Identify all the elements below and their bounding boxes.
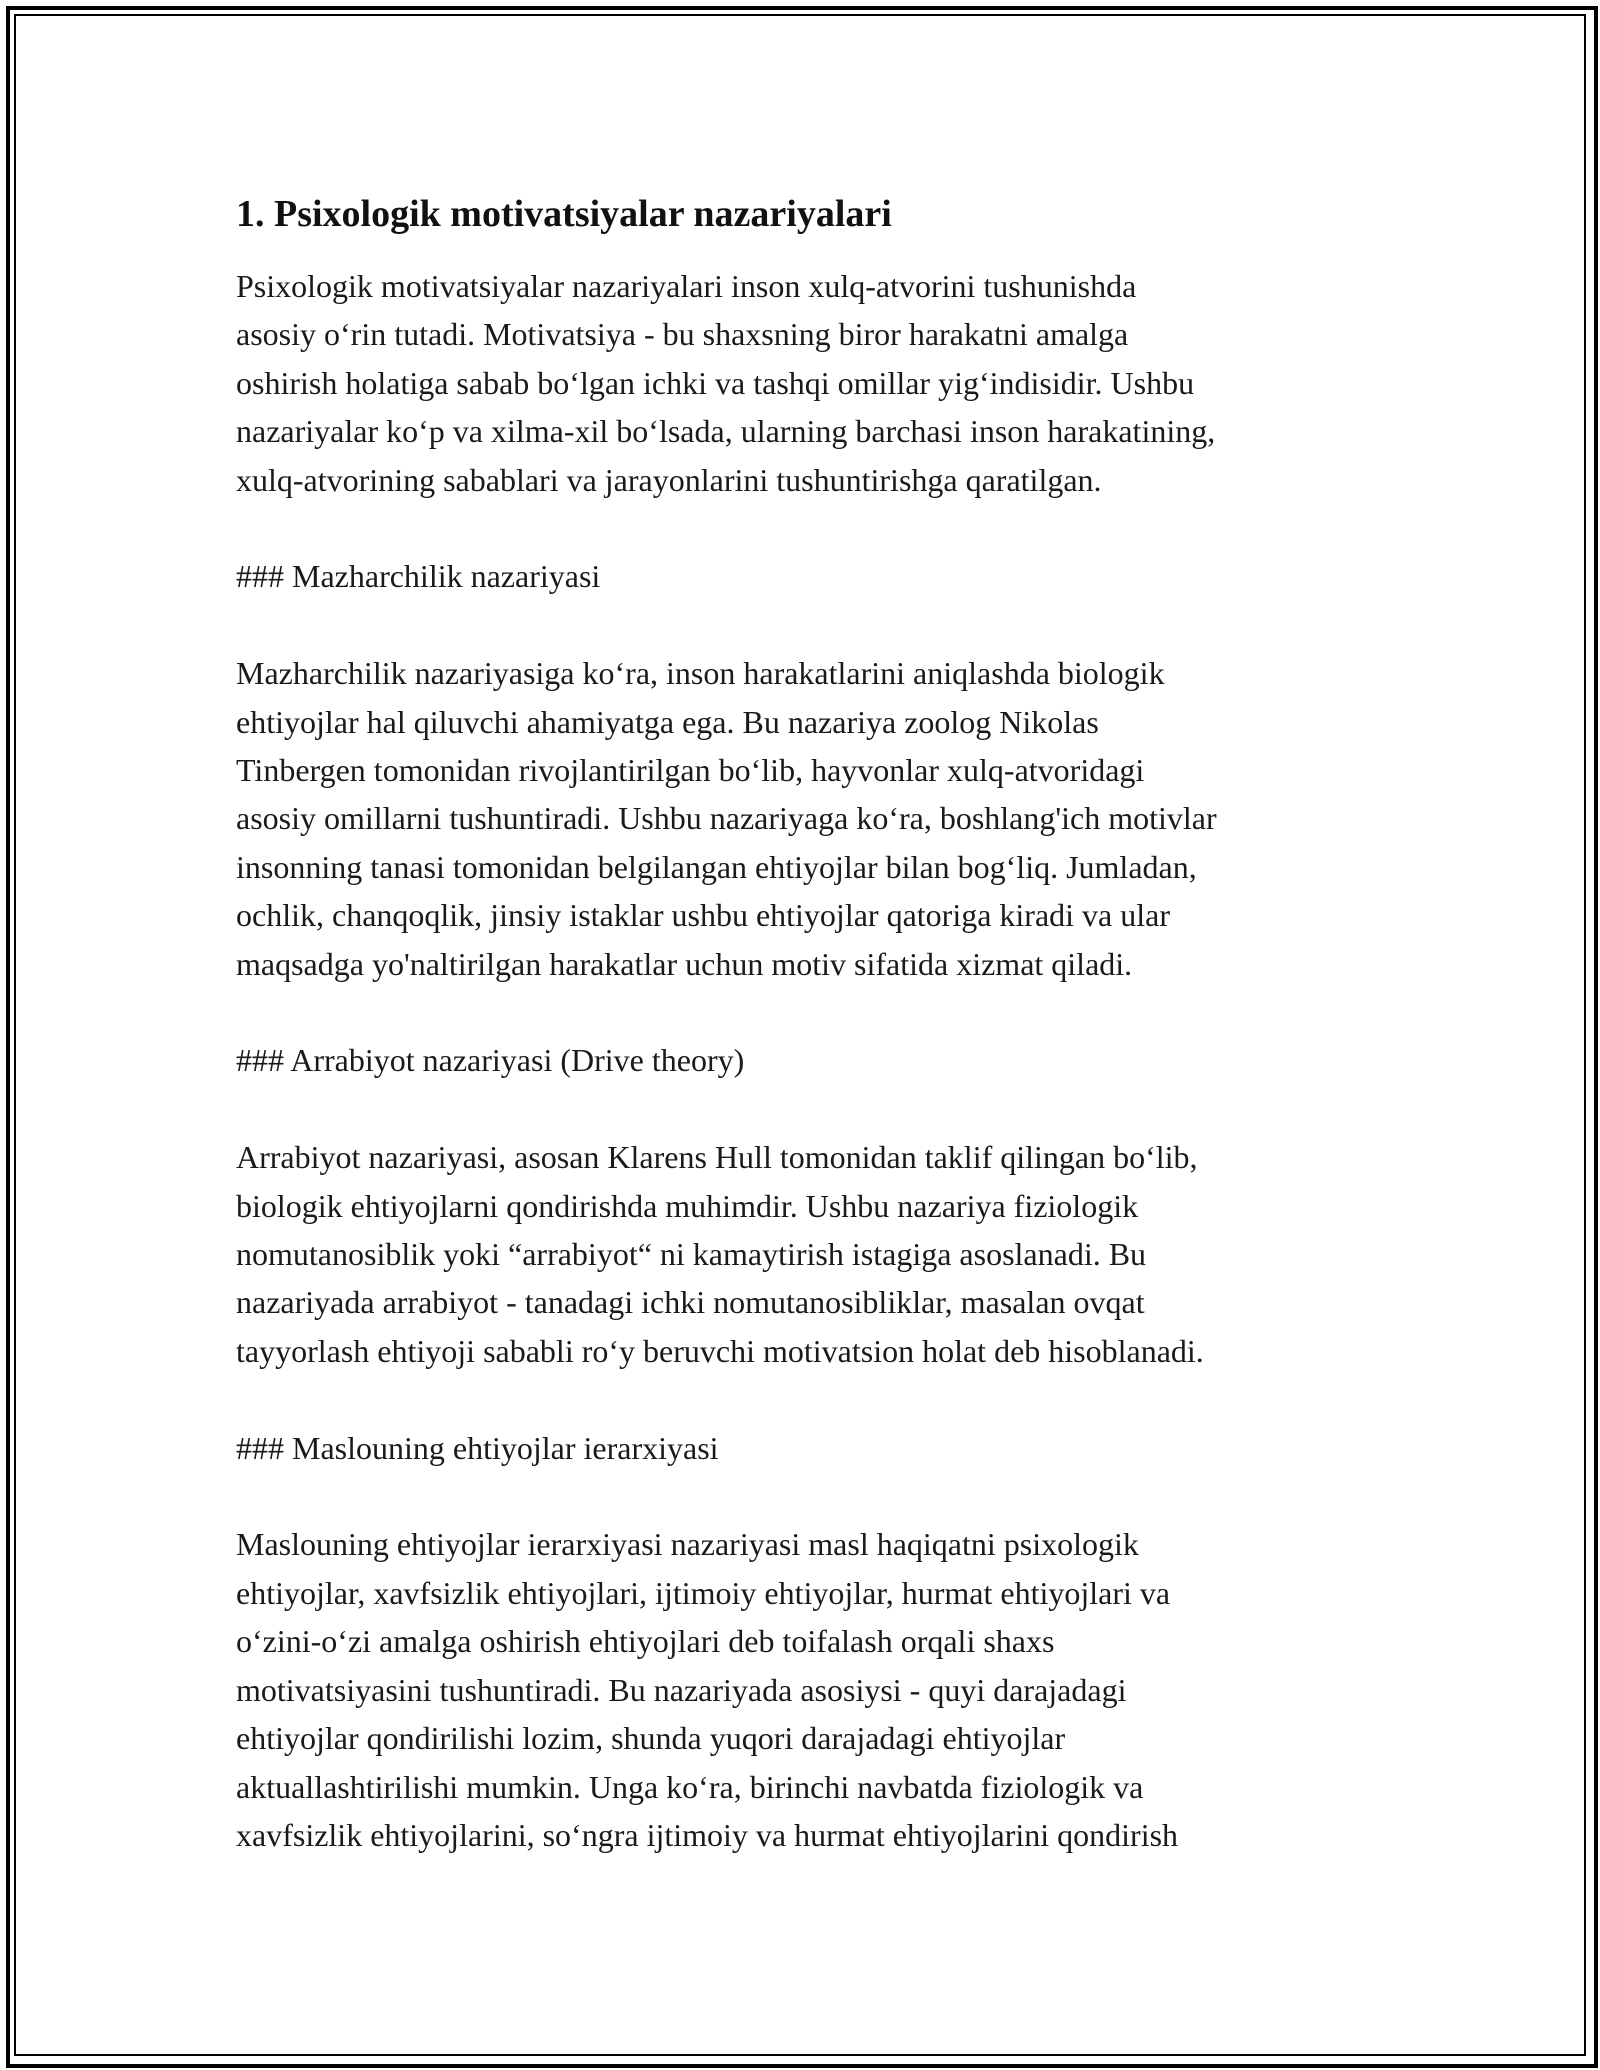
document-title: 1. Psixologik motivatsiyalar nazariyalari xyxy=(236,193,892,235)
spacer xyxy=(236,1472,1366,1520)
intro-paragraph xyxy=(236,262,1366,504)
intro-line: Psixologik motivatsiyalar nazariyalari inson xulq-atvorini tushunishda xyxy=(236,268,1137,304)
paragraph-line: nomutanosiblik yoki “arrabiyot“ ni kamaytirish istagiga asoslanadi. Bu xyxy=(236,1236,1147,1273)
spacer xyxy=(236,504,1366,552)
spacer xyxy=(236,988,1366,1036)
paragraph-line: aktuallashtirilishi mumkin. Unga ko‘ra, birinchi navbatda fiziologik va xyxy=(236,1768,1144,1805)
intro-line: xulq-atvorining sabablari va jarayonlarini tushuntirishga qaratilgan. xyxy=(236,461,1102,498)
section-paragraph-maslou xyxy=(236,1520,1366,1859)
paragraph-line: xavfsizlik ehtiyojlarini, so‘ngra ijtimoiy va hurmat ehtiyojlarini qondirish xyxy=(236,1816,1179,1853)
intro-line: oshirish holatiga sabab bo‘lgan ichki va tashqi omillar yig‘indisidir. Ushbu xyxy=(236,364,1195,401)
spacer xyxy=(236,1085,1366,1133)
paragraph-line: Arrabiyot nazariyasi, asosan Klarens Hull tomonidan taklif qilingan bo‘lib, xyxy=(236,1139,1198,1176)
paragraph-line: maqsadga yo'naltirilgan harakatlar uchun motiv sifatida xizmat qiladi. xyxy=(236,945,1133,982)
section-heading-mazharchilik: ### Mazharchilik nazariyasi xyxy=(236,558,601,595)
section-heading-maslou: ### Maslouning ehtiyojlar ierarxiyasi xyxy=(236,1429,719,1466)
paragraph-line: insonning tanasi tomonidan belgilangan ehtiyojlar bilan bog‘liq. Jumladan, xyxy=(236,848,1197,885)
paragraph-line: ehtiyojlar hal qiluvchi ahamiyatga ega. Bu nazariya zoolog Nikolas xyxy=(236,703,1099,740)
paragraph-line: Mazharchilik nazariyasiga ko‘ra, inson harakatlarini aniqlashda biologik xyxy=(236,655,1165,692)
intro-line: asosiy o‘rin tutadi. Motivatsiya - bu shaxsning biror harakatni amalga xyxy=(236,316,1129,353)
section-heading-arrabiyot: ### Arrabiyot nazariyasi (Drive theory) xyxy=(236,1042,745,1079)
paragraph-line: ehtiyojlar, xavfsizlik ehtiyojlari, ijtimoiy ehtiyojlar, hurmat ehtiyojlari va xyxy=(236,1574,1171,1611)
paragraph-line: tayyorlash ehtiyoji sababli ro‘y beruvchi motivatsion holat deb hisoblanadi. xyxy=(236,1332,1204,1369)
paragraph-line: ehtiyojlar qondirilishi lozim, shunda yuqori darajadagi ehtiyojlar xyxy=(236,1720,1066,1757)
spacer xyxy=(236,601,1366,649)
paragraph-line: Maslouning ehtiyojlar ierarxiyasi nazariyasi masl haqiqatni psixologik xyxy=(236,1526,1139,1563)
paragraph-line: motivatsiyasini tushuntiradi. Bu nazariyada asosiysi - quyi darajadagi xyxy=(236,1671,1127,1708)
paragraph-line: ochlik, chanqoqlik, jinsiy istaklar ushbu ehtiyojlar qatoriga kiradi va ular xyxy=(236,897,1170,934)
paragraph-line: Tinbergen tomonidan rivojlantirilgan bo‘lib, hayvonlar xulq-atvoridagi xyxy=(236,752,1145,789)
section-paragraph-arrabiyot xyxy=(236,1133,1366,1375)
paragraph-line: asosiy omillarni tushuntiradi. Ushbu nazariyaga ko‘ra, boshlang'ich motivlar xyxy=(236,800,1217,837)
paragraph-line: o‘zini-o‘zi amalga oshirish ehtiyojlari deb toifalash orqali shaxs xyxy=(236,1623,1055,1660)
spacer xyxy=(236,1375,1366,1423)
document-body xyxy=(236,188,1366,1859)
section-paragraph-mazharchilik xyxy=(236,649,1366,988)
paragraph-line: nazariyada arrabiyot - tanadagi ichki nomutanosibliklar, masalan ovqat xyxy=(236,1284,1145,1321)
intro-line: nazariyalar ko‘p va xilma-xil bo‘lsada, ularning barchasi inson harakatining, xyxy=(236,413,1216,450)
paragraph-line: biologik ehtiyojlarni qondirishda muhimdir. Ushbu nazariya fiziologik xyxy=(236,1187,1139,1224)
